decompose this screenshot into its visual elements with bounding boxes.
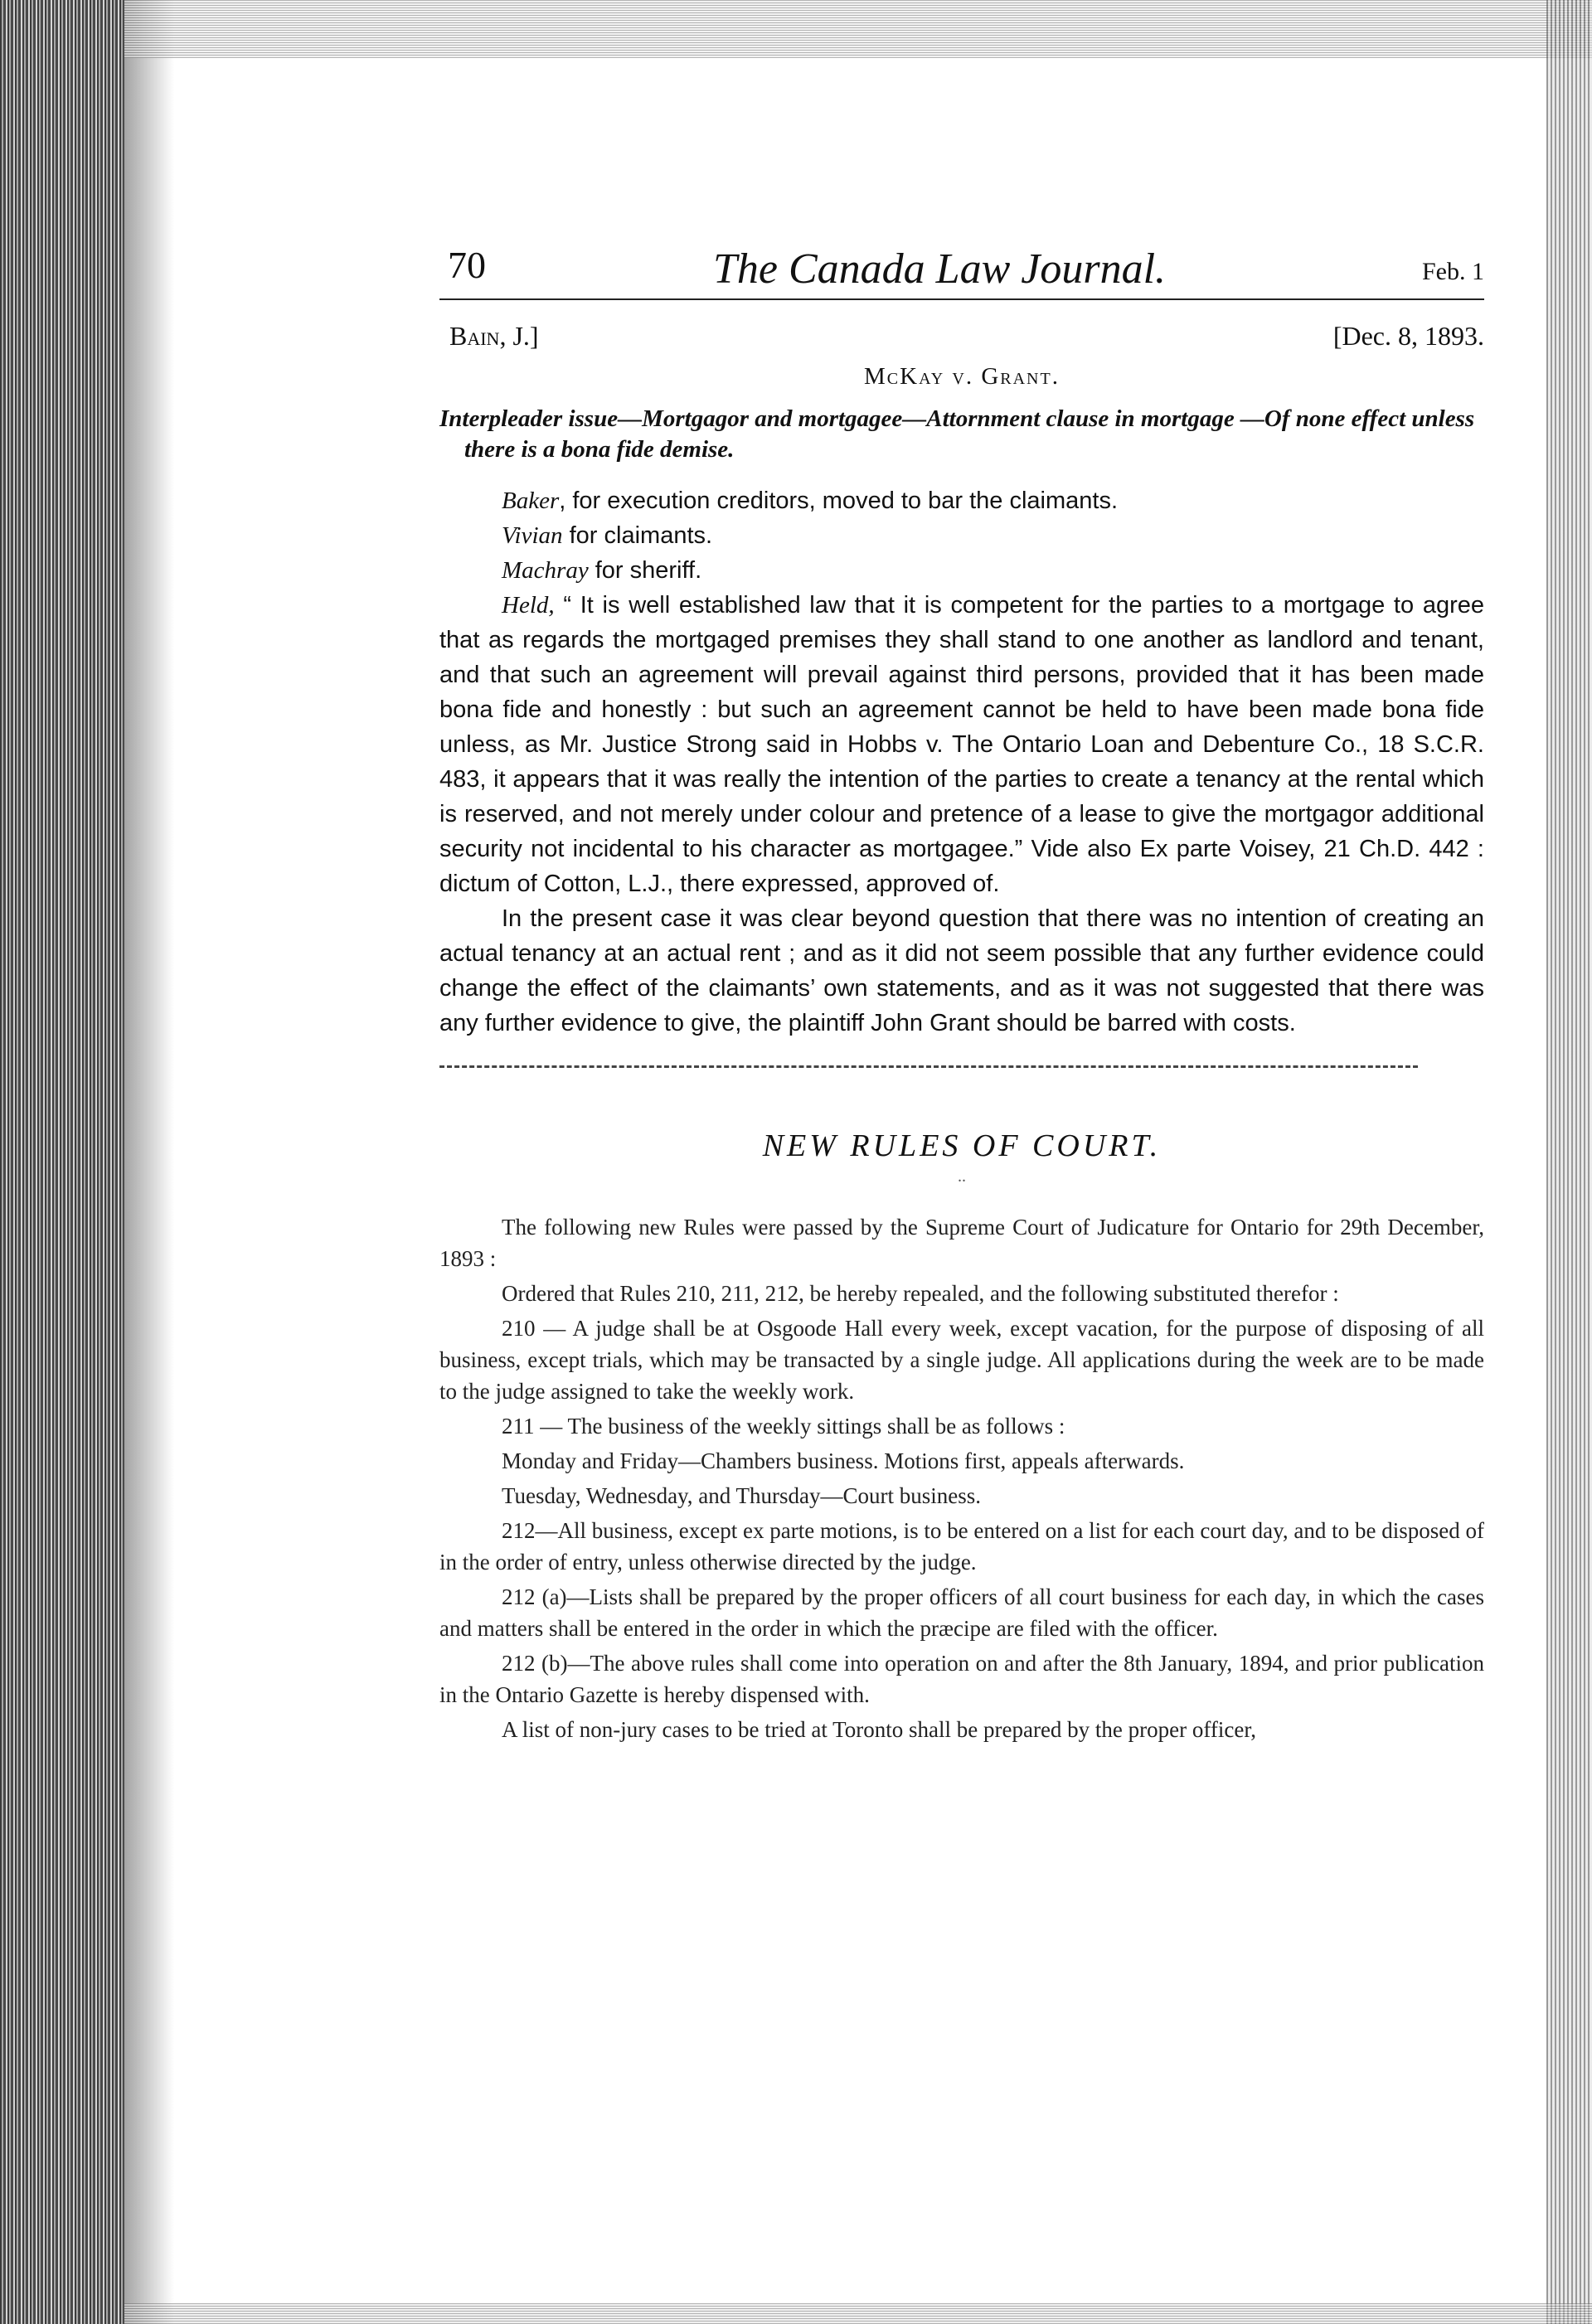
counsel-line — [439, 518, 1484, 553]
counsel-role: for claimants. — [562, 522, 713, 549]
rules-paragraph: Monday and Friday—Chambers business. Motions first, appeals afterwards. — [502, 1448, 1185, 1473]
rules-paragraph: 211 — The business of the weekly sittings shall be as follows : — [502, 1414, 1065, 1439]
scan-bottom-edge — [124, 2303, 1592, 2324]
rules-paragraph: The following new Rules were passed by the Supreme Court of Judicature for Ontario for 29th December, 1893 : — [439, 1215, 1484, 1271]
rules-paragraph: 212 (b)—The above rules shall come into operation on and after the 8th January, 1894, and prior publication in the Ontario Gazette is hereby dispensed with. — [439, 1651, 1484, 1707]
rules-body — [439, 1211, 1484, 1745]
held-text: “ It is well established law that it is competent for the parties to a mortgage to agree that as regards the mortgaged premises they shall stand to one another as landlord and tenant, and that such an agreement will prevail against third persons, provided that it has been made bona fide and honestly : but such an agreement cannot be held to have been made bona fide unless, as Mr. Justice Strong said in Hobbs v. The Ontario Loan and Debenture Co., 18 S.C.R. 483, it appears that it was really the intention of the parties to create a tenancy at the rental which is reserved, and not merely under colour and pretence of a lease to give the mortgagor additional security not incidental to his character as mortgagee.” Vide also Ex parte Voisey, 21 Ch.D. 442 : dictum of Cotton, L.J., there expressed, approved of. — [439, 592, 1484, 897]
counsel-role: , for execution creditors, moved to bar the claimants. — [559, 488, 1119, 514]
journal-page — [439, 236, 1484, 1749]
held-label: Held, — [502, 592, 555, 619]
page-header — [439, 236, 1484, 298]
counsel-name: Baker — [502, 488, 560, 514]
case-title: McKay v. Grant. — [864, 363, 1060, 390]
counsel-name: Vivian — [502, 522, 563, 549]
rules-paragraph: 210 — A judge shall be at Osgoode Hall every week, except vacation, for the purpose of disposing of all business, except trials, which may be transacted by a single judge. All applications during the week are to be made to the judge assigned to take the weekly work. — [439, 1316, 1484, 1404]
scan-binding-shadow — [124, 0, 174, 2324]
counsel-name: Machray — [502, 557, 589, 584]
case-body — [439, 483, 1484, 1041]
header-rule — [439, 298, 1484, 300]
decision-date: [Dec. 8, 1893. — [1332, 321, 1484, 351]
scan-binding-edge — [0, 0, 124, 2324]
scan-top-edge — [124, 0, 1592, 58]
rules-paragraph: Ordered that Rules 210, 211, 212, be hereby repealed, and the following substituted therefor : — [502, 1281, 1339, 1306]
rules-paragraph: 212 (a)—Lists shall be prepared by the proper officers of all court business for each day, in which the cases and matters shall be entered in the order in which the præcipe are filed with the officer. — [439, 1584, 1484, 1641]
conclusion-paragraph: In the present case it was clear beyond question that there was no intention of creating an actual tenancy at an actual rent ; and as it did not seem possible that any further evidence could change the effect of the claimants’ own statements, and as it was not suggested that there was any further evidence to give, the plaintiff John Grant should be barred with costs. — [439, 905, 1484, 1036]
page-number: 70 — [448, 244, 486, 286]
rules-paragraph: 212—All business, except ex parte motions, is to be entered on a list for each court day, and to be disposed of in the order of entry, unless otherwise directed by the judge. — [439, 1518, 1484, 1574]
section-divider — [439, 1065, 1418, 1068]
rules-paragraph: A list of non-jury cases to be tried at Toronto shall be prepared by the proper officer, — [502, 1717, 1257, 1742]
journal-title: The Canada Law Journal. — [713, 245, 1167, 293]
counsel-role: for sheriff. — [588, 557, 702, 584]
case-headnote: Interpleader issue—Mortgagor and mortgagee—Attornment clause in mortgage —Of none effect unless there is a bona fide demise. — [439, 405, 1475, 463]
judge-name: Bain, J.] — [449, 321, 539, 351]
section-heading: NEW RULES OF COURT. — [762, 1128, 1162, 1163]
held-paragraph — [439, 588, 1484, 901]
scan-right-edge — [1546, 0, 1592, 2324]
counsel-line — [439, 553, 1484, 588]
counsel-line — [439, 483, 1484, 518]
rules-paragraph: Tuesday, Wednesday, and Thursday—Court business. — [502, 1483, 982, 1508]
issue-date: Feb. 1 — [1422, 258, 1484, 285]
heading-ornament: .. — [958, 1167, 966, 1186]
case-judge-line — [439, 321, 1484, 366]
